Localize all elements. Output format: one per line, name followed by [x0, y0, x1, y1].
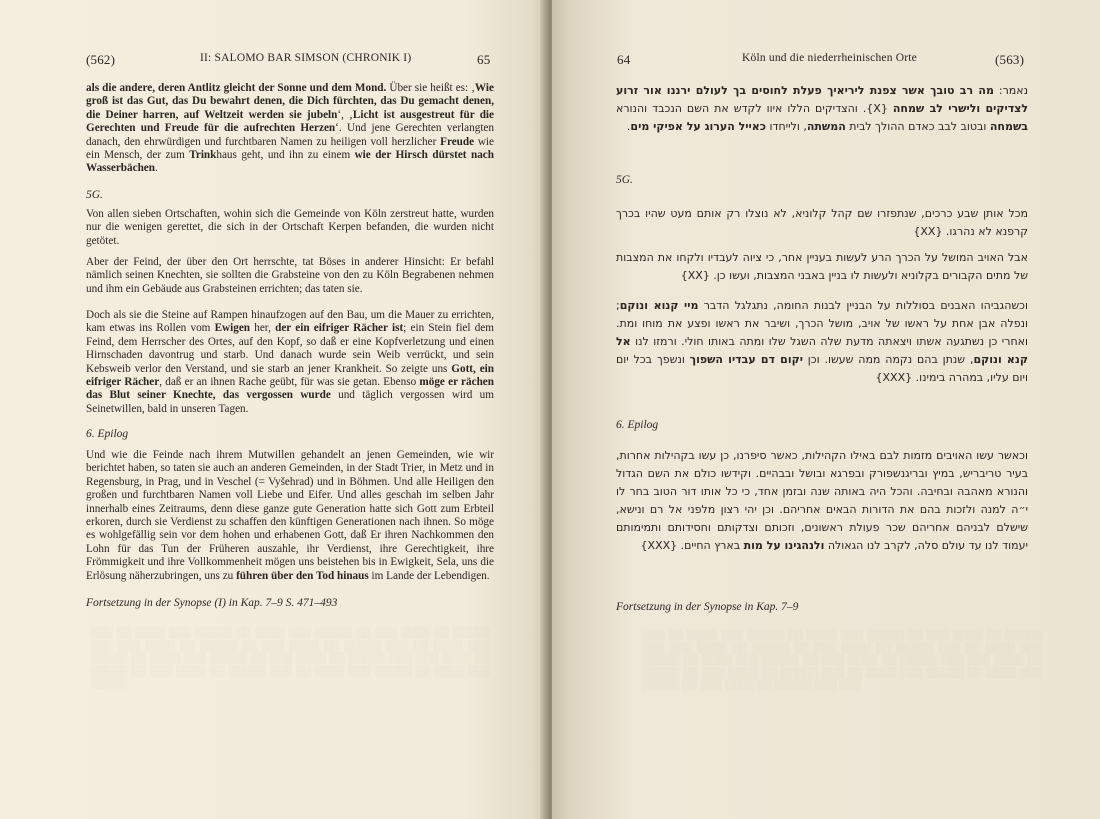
left-section-epilog-heading: 6. Epilog	[86, 428, 129, 440]
text-run: .	[626, 120, 631, 133]
left-paragraph-1	[86, 82, 494, 176]
text-run-paragraph	[616, 82, 1028, 136]
bold-text-run: möge er rächen das Blut seiner Knechte, das vergossen wurde	[86, 376, 494, 402]
text-run-paragraph	[86, 449, 494, 583]
bold-text-run: wie der Hirsch dürstet nach Wasserbächen	[86, 149, 494, 175]
text-run: , ולייחדו	[765, 120, 807, 133]
bold-text-run: בשמחה	[989, 120, 1028, 133]
left-paragraph-2	[86, 208, 494, 248]
left-paragraph-2-text: Von allen sieben Ortschaften, wohin sich die Gemeinde von Köln zerstreut hatte, wurden nur die wenigen gerettet, die sich in der Ortschaft Kerpen befanden, die wurden nicht getötet.	[86, 208, 494, 247]
text-run: ‘. Und jene Gerechten verlangten danach, den ehrwürdigen und furchtbaren Namen zu heiligen voll herzlicher	[86, 122, 494, 148]
right-page	[552, 0, 1100, 819]
right-page-number-inner: 64	[617, 52, 631, 67]
right-page-number-outer: (563)	[995, 52, 1025, 67]
bold-text-run: als die andere, deren Antlitz gleicht der Sonne und dem Mond.	[86, 82, 387, 94]
text-run: ‘, ‚	[337, 108, 353, 121]
text-run: Über sie heißt es: ‚	[386, 82, 475, 94]
right-hebrew-paragraph-5	[616, 447, 1028, 555]
bold-text-run: אור זרוע לצדיקים ולישרי לב שמחה	[616, 84, 1029, 115]
bold-text-run: יקום דם עבדיו השפוך	[689, 353, 803, 366]
left-paragraph-3-text: Aber der Feind, der über den Ort herrschte, tat Böses in anderer Hinsicht: Er befahl nämlich seinen Knechten, sie sollten die Grabsteine von den zu Köln Begrabenen nehmen und ihm ein Gebäude aus Grabsteinen errichten; das taten sie.	[86, 256, 494, 295]
right-section-epilog-heading: 6. Epilog	[616, 419, 659, 431]
left-paragraph-5	[86, 449, 494, 583]
bold-text-run: מה רב טובך אשר צפנת ליריאיך פעלת לחוסים בך לעולם ירננו	[666, 84, 994, 97]
bold-text-run: Gott, ein eifriger Rächer	[86, 362, 495, 389]
text-run-paragraph	[86, 309, 494, 416]
text-run: her,	[250, 322, 276, 335]
left-paragraph-4	[86, 309, 494, 416]
left-show-through: ░░░ ░░ ░░░░ ░░░ ░░░░░ ░░ ░░░░ ░░░ ░░░░░ ░░ ░░░ ░░░░ ░░ ░░░░░ ░░░ ░░░ ░░░░ ░░ ░░░░░ ░░ ░░░ ░░░░ ░░ ░░░░░ ░░░ ░░ ░░░░ ░░░ ░░░░░ ░░ ░░░░ ░░░ ░░░░░ ░░ ░░░ ░░░░ ░░ ░░░░░ ░░░ ░░░ ░░░░ ░░ ░░░░░ ░░ ░░░ ░░░░ ░░ ░░░░░ ░░░ ░░ ░░░░ ░░░ ░░░░░ ░░ ░░░░ ░░░ ░░░░░	[90, 628, 490, 689]
text-run: .	[155, 162, 158, 175]
right-hebrew-paragraph-2-text: מכל אותן שבע כרכים, שנתפזרו שם קהל קלוניא, לא נוצלו רק אותם מעט שהיו בכרך קרפנא לא נהרגו. {XX}	[616, 207, 1028, 238]
bold-text-run: אל קנא ונוקם	[616, 335, 1029, 366]
right-running-title: Köln und die niederrheinischen Orte	[742, 52, 917, 64]
right-hebrew-paragraph-2	[616, 205, 1028, 241]
text-run-paragraph	[616, 447, 1028, 555]
bold-text-run: Freude	[440, 135, 475, 148]
text-run: haus geht, und ihn zu einem	[216, 149, 355, 162]
text-run: Und wie die Feinde nach ihrem Mutwillen gehandelt an jenen Gemeinden, wie wir berichtet haben, so taten sie auch an anderen Gemeinden, in der Stadt Trier, in Metz und in Regensburg, in Prag, und in Veschel (= Vyšehrad) und in Böhmen. Und alle Heiligen den großen und furchtbaren Namen voll Liebe und Eifer. Und alles geschah im selben Jahr innerhalb eines Zeitraums, denn diese ganze gute Generation hatte sich Gott zum Erbteil erkoren, durch sie Verdienst zu schaffen den künftigen Generationen nach ihnen. So möge es wohlgefällig sein vor dem hohen und erhabenen Gott, daß Er ihren Nachkommen den Lohn für das Tun der Früheren auszahle, ihr Verdienst, ihre Gerechtigkeit, ihre Frömmigkeit und ihre Vollkommenheit mögen uns beistehen bis in Ewigkeit, Sela, uns die Erlösung näherzubringen, uns zu	[86, 449, 494, 582]
right-hebrew-paragraph-3-text: אבל האויב המושל על הכרך הרע לעשות בעניין אחר, כי ציוה לעבדיו ולקחו את המצבות של מתים הקבורים בקלוניא ולעשות לו בניין באבני המצבות, ועשו כן. {XX}	[616, 251, 1028, 282]
text-run: , daß er an ihnen Rache geübt, für was sie getan. Ebenso	[159, 376, 420, 389]
left-page-number-outer: (562)	[86, 52, 116, 67]
text-run: im Lande der Lebendigen.	[368, 569, 490, 582]
text-run: ונשפך בכל יום ויום עליו, במהרה בימינו. {XXX}	[616, 353, 1028, 384]
text-run: {X}. והצדיקים הללו איוו לקדש את השם הנכבד והנורא	[616, 102, 893, 115]
left-page	[0, 0, 548, 819]
text-run: ; ein Stein fiel dem Feind, dem Herrscher des Ortes, auf den Kopf, so daß er eine Kopfverletzung und einen Hirnschaden davontrug und starb. Und danach wurde sein Weib verrückt, und sein Kebsweib verlor den Verstand, und sie starb an jener Krankheit. So zeigte uns	[86, 322, 494, 375]
bold-text-run: Licht ist ausgestreut für die Gerechten und Freude für die aufrechten Herzen	[86, 108, 495, 135]
left-running-title: II: SALOMO BAR SIMSON (CHRONIK I)	[200, 52, 412, 64]
text-run: ובטוב לבב כאדם ההולך לבית	[845, 120, 990, 133]
text-run: בארץ החיים. {XXX}	[640, 539, 744, 552]
right-show-through: ░░░ ░░ ░░░░ ░░░ ░░░░░ ░░ ░░░░ ░░░ ░░░░░ ░░ ░░░ ░░░░ ░░ ░░░░░ ░░░ ░░░ ░░░░ ░░ ░░░░░ ░░ ░░░ ░░░░ ░░ ░░░░░ ░░░ ░░ ░░░░ ░░░ ░░░░░ ░░ ░░░░ ░░░ ░░░░░ ░░ ░░░ ░░░░ ░░ ░░░░░ ░░░ ░░░ ░░░░ ░░ ░░░░░ ░░ ░░░ ░░░░ ░░ ░░░░░ ░░░ ░░ ░░░░ ░░░ ░░░░░ ░░ ░░░░ ░░░ ░░░░░ ░░ ░░░ ░░░░ ░░ ░░░░░ ░░░ ░░░	[642, 630, 1042, 691]
bold-text-run: כאייל הערוג על אפיקי מים	[630, 120, 766, 133]
bold-text-run: המשתה	[806, 120, 846, 133]
right-section-5g-heading: 5G.	[616, 174, 633, 186]
left-continuation-note: Fortsetzung in der Synopse (I) in Kap. 7–9 S. 471–493	[86, 597, 338, 609]
right-continuation-note: Fortsetzung in der Synopse in Kap. 7–9	[616, 601, 799, 613]
text-run: , שנתן בהם נקמה ממה שעשו. וכן	[802, 353, 974, 366]
bold-text-run: Wie groß ist das Gut, das Du bewahrt denen, die Dich fürchten, das Du gemacht denen, die Deiner harren, auf Weltzeit werden sie jubeln	[86, 82, 494, 121]
text-run-paragraph	[616, 297, 1028, 387]
bold-text-run: ולנהגינו על מות	[743, 539, 825, 552]
left-paragraph-3	[86, 256, 494, 296]
bold-text-run: מיי קנוא ונוקם	[619, 299, 699, 312]
bold-text-run: führen über den Tod hinaus	[236, 569, 369, 582]
left-page-number-inner: 65	[477, 52, 491, 67]
left-section-5g-heading: 5G.	[86, 189, 103, 201]
text-run: wie ein Mensch, der zum	[86, 135, 495, 162]
right-hebrew-paragraph-1	[616, 82, 1028, 136]
right-hebrew-paragraph-4	[616, 297, 1028, 387]
text-run: Doch als sie die Steine auf Rampen hinaufzogen auf den Bau, um die Mauer zu errichten, kam etwas ins Rollen vom	[86, 309, 494, 335]
bold-text-run: der ein eifriger Rächer ist	[275, 322, 404, 335]
bold-text-run: Ewigen	[214, 322, 251, 335]
text-run: וכשהגביהו האבנים בסוללות על הבניין לבנות החומה, נתגלגל הדבר	[698, 299, 1028, 312]
text-run: וכאשר עשו האויבים מזמות לבם באילו הקהילות, כאשר סיפרנו, כן עשו בקהילות אחרות, בעיר טריבריש, במיץ ובריגנשפורק ובפרגא ובושל ובבהיים. וקידשו כולם את השם הגדול והנורא מאהבה ובחיבה. והכל היה באותה שנה ובזמן אחד, כי כל אותו דור הטוב בחר לו י״ה למנה ולזכות בהם את הדורות הבאים אחריהם. וכן יהי רצון מלפני אל רם ונישא, שישלם לבניהם אחריהם שכר פעולת ראשונים, וזכותם וצדקותם וחסידותם ותמימותם יעמוד לנו עד עולם סלה, לקרב לנו הגאולה	[616, 449, 1028, 552]
text-run: ; ונפלה אבן אחת על ראשו של אויב, מושל הכרך, ושיבר את ראשו ופצע את מוחו ומת. ואחרי כן נשתגעה אשתו ויצאתה מדעת שלה השגל שלו ומתה באותו חולי. ורמזו לנו	[616, 299, 1028, 348]
text-run: und täglich vergossen wird um Seinetwillen, bald in unseren Tagen.	[86, 389, 494, 415]
right-hebrew-paragraph-3	[616, 249, 1028, 285]
text-run-paragraph	[86, 82, 494, 176]
bold-text-run: Trink	[189, 149, 217, 162]
text-run: נאמר:	[993, 84, 1029, 97]
